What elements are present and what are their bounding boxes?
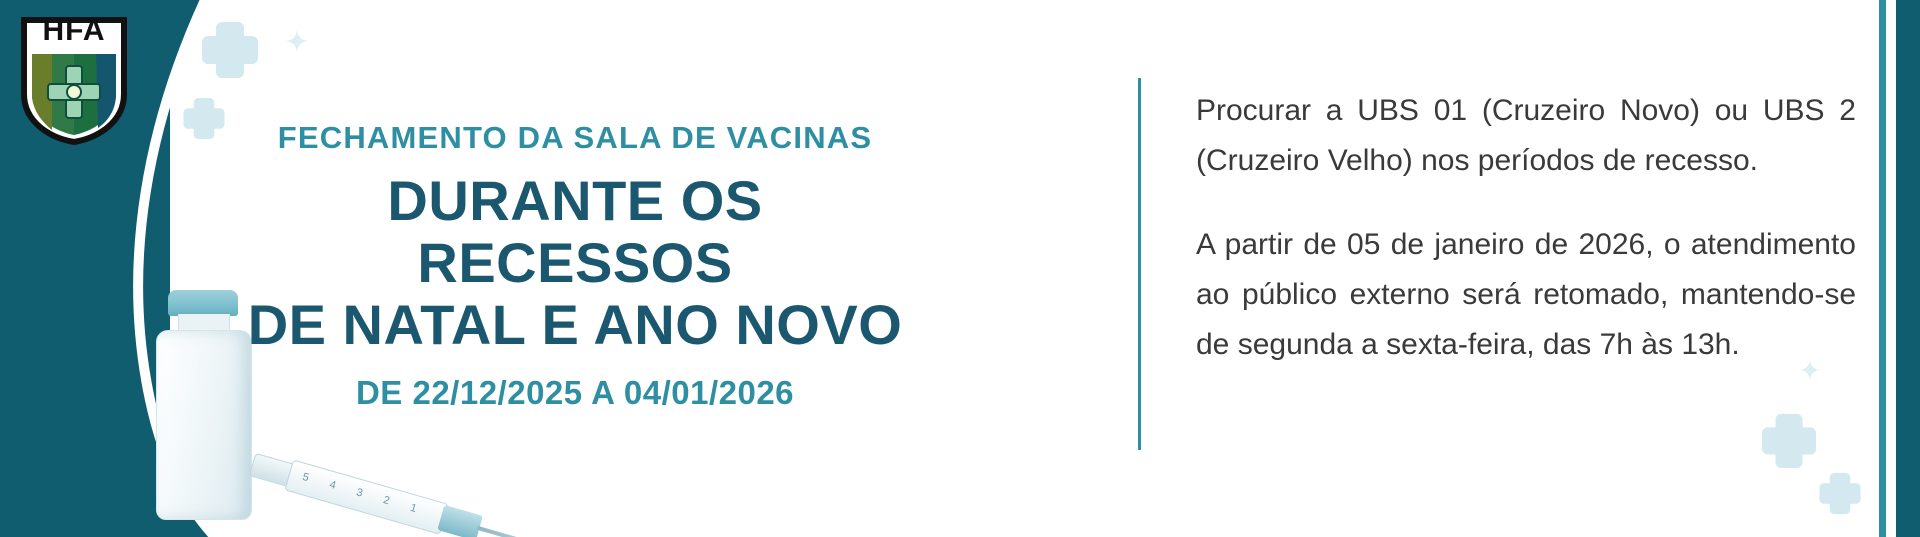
syringe-illustration <box>239 434 578 537</box>
vertical-divider <box>1138 78 1141 450</box>
syringe-tick: 4 <box>328 478 338 492</box>
decorative-cross-icon <box>182 95 226 139</box>
headline-title-line2: DE NATAL E ANO NOVO <box>247 293 903 356</box>
headline-block <box>230 120 920 412</box>
decorative-cross-icon <box>1760 410 1818 468</box>
syringe-tick: 1 <box>408 501 418 516</box>
right-white-gap <box>1886 0 1896 537</box>
right-accent-bar <box>1879 0 1886 537</box>
decorative-cross-icon <box>200 18 260 78</box>
vial-cap <box>168 290 238 316</box>
syringe-tick: 2 <box>381 494 392 508</box>
syringe-tick: 5 <box>301 470 311 485</box>
logo-text: HFA <box>42 14 106 47</box>
info-paragraph-2: A partir de 05 de janeiro de 2026, o atendimento ao público externo será retomado, mantendo-se de segunda a sexta-feira, das 7h às 13h. <box>1196 228 1856 361</box>
syringe-hub <box>437 505 483 537</box>
headline-kicker: FECHAMENTO DA SALA DE VACINAS <box>277 120 873 155</box>
syringe-needle <box>477 526 570 537</box>
headline-date-range: DE 22/12/2025 A 04/01/2026 <box>355 374 795 411</box>
info-paragraph-1: Procurar a UBS 01 (Cruzeiro Novo) ou UBS 2 (Cruzeiro Velho) nos períodos de recesso. <box>1196 94 1856 177</box>
headline-title-line1: DURANTE OS RECESSOS <box>387 169 763 294</box>
syringe-tick: 3 <box>354 486 365 500</box>
decorative-cross-icon <box>1818 470 1862 514</box>
right-dark-bar <box>1896 0 1920 537</box>
info-text-block <box>1196 86 1856 370</box>
hfa-logo <box>18 14 130 146</box>
decorative-sparkle-icon <box>286 30 308 52</box>
